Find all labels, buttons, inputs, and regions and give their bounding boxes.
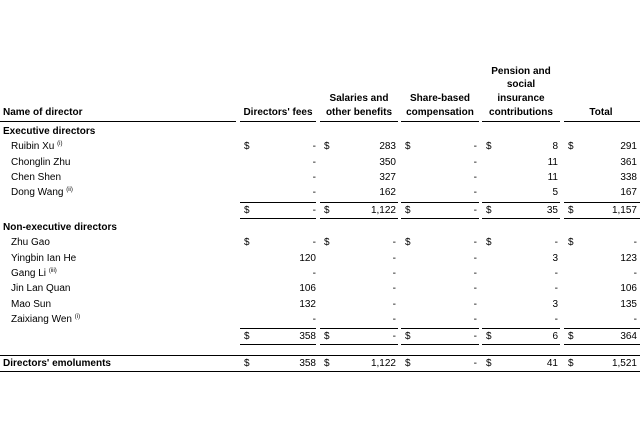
subtotal-value-currency-total: $ <box>568 331 574 342</box>
subtotal-rule-top <box>401 328 479 329</box>
footnote-marker: (ii) <box>66 187 73 193</box>
director-name: Zaixiang Wen $^{(i)}$ <box>11 314 81 325</box>
grand-total-rule-bottom <box>0 371 640 372</box>
header-share-line1: Share-based <box>409 93 471 104</box>
row-value-share: - <box>473 157 477 168</box>
row-value-fees: - <box>312 268 316 279</box>
subtotal-rule-top <box>482 328 560 329</box>
row-value-share: - <box>473 299 477 310</box>
header-rule-share <box>401 121 479 122</box>
row-value-total: 106 <box>620 283 637 294</box>
subtotal-rule-bottom <box>320 344 398 345</box>
header-pension-line1: Pension and <box>491 66 551 77</box>
header-pension-line3: insurance <box>497 93 545 104</box>
director-name: Jin Lan Quan <box>11 283 71 294</box>
row-value-salaries: 162 <box>379 187 396 198</box>
row-value-salaries: - <box>392 283 396 294</box>
header-salaries-line1: Salaries and <box>329 93 389 104</box>
row-value-share: - <box>473 172 477 183</box>
header-name: Name of director <box>3 107 83 118</box>
footnote-marker: (i) <box>74 314 81 320</box>
row-value-share: - <box>473 141 477 152</box>
grand-total-value-currency-pension: $ <box>486 358 492 369</box>
row-value-total: 123 <box>620 253 637 264</box>
director-name: Zhu Gao <box>11 237 50 248</box>
header-pension-line4: contributions <box>489 107 553 118</box>
subtotal-rule-bottom <box>240 344 316 345</box>
subtotal-value-currency-fees: $ <box>244 331 250 342</box>
row-value-salaries: - <box>392 299 396 310</box>
director-name: Chonglin Zhu <box>11 157 71 168</box>
subtotal-rule-bottom <box>401 218 479 219</box>
grand-total-value-total: 1,521 <box>611 358 637 369</box>
grand-total-value-currency-fees: $ <box>244 358 250 369</box>
director-name: Mao Sun <box>11 299 52 310</box>
row-value-fees: 120 <box>299 253 316 264</box>
footnote-marker: (iii) <box>48 268 57 274</box>
row-value-currency-salaries: $ <box>324 141 330 152</box>
subtotal-rule-top <box>401 202 479 203</box>
subtotal-rule-top <box>240 202 316 203</box>
row-value-fees: - <box>312 141 316 152</box>
subtotal-rule-top <box>240 328 316 329</box>
subtotal-rule-top <box>320 202 398 203</box>
subtotal-value-salaries: 1,122 <box>370 205 396 216</box>
header-rule-name <box>0 121 236 122</box>
row-value-fees: - <box>312 172 316 183</box>
subtotal-value-currency-pension: $ <box>486 205 492 216</box>
header-share-line2: compensation <box>406 107 474 118</box>
director-name: Gang Li $^{(iii)}$ <box>11 268 57 279</box>
row-value-currency-total: $ <box>568 237 574 248</box>
subtotal-value-currency-pension: $ <box>486 331 492 342</box>
row-value-currency-fees: $ <box>244 237 250 248</box>
row-value-pension: - <box>554 314 558 325</box>
row-value-pension: 3 <box>552 299 558 310</box>
subtotal-rule-top <box>564 328 640 329</box>
row-value-total: 361 <box>620 157 637 168</box>
grand-total-value-currency-share: $ <box>405 358 411 369</box>
header-salaries-line2: other benefits <box>325 107 393 118</box>
row-value-total: 338 <box>620 172 637 183</box>
subtotal-rule-bottom <box>482 218 560 219</box>
row-value-fees: - <box>312 314 316 325</box>
grand-total-value-currency-total: $ <box>568 358 574 369</box>
row-value-currency-salaries: $ <box>324 237 330 248</box>
grand-total-value-share: - <box>473 358 477 369</box>
subtotal-value-total: 1,157 <box>611 205 637 216</box>
row-value-pension: 8 <box>552 141 558 152</box>
subtotal-value-pension: 35 <box>546 205 558 216</box>
row-value-currency-pension: $ <box>486 237 492 248</box>
subtotal-rule-bottom <box>482 344 560 345</box>
row-value-currency-fees: $ <box>244 141 250 152</box>
header-rule-total <box>564 121 640 122</box>
subtotal-rule-top <box>482 202 560 203</box>
row-value-total: 291 <box>620 141 637 152</box>
row-value-pension: - <box>554 283 558 294</box>
row-value-salaries: 327 <box>379 172 396 183</box>
header-rule-salaries <box>320 121 398 122</box>
row-value-fees: 106 <box>299 283 316 294</box>
subtotal-value-currency-total: $ <box>568 205 574 216</box>
row-value-fees: - <box>312 187 316 198</box>
subtotal-value-fees: - <box>312 205 316 216</box>
row-value-currency-share: $ <box>405 141 411 152</box>
row-value-pension: 5 <box>552 187 558 198</box>
row-value-salaries: - <box>392 268 396 279</box>
row-value-pension: 11 <box>547 157 558 168</box>
subtotal-rule-bottom <box>564 344 640 345</box>
row-value-share: - <box>473 187 477 198</box>
row-value-pension: - <box>554 268 558 279</box>
subtotal-rule-bottom <box>320 218 398 219</box>
grand-total-value-fees: 358 <box>299 358 316 369</box>
row-value-salaries: - <box>392 253 396 264</box>
section-title: Non-executive directors <box>3 222 117 233</box>
row-value-total: - <box>633 314 637 325</box>
header-pension-line2: social <box>506 79 536 90</box>
grand-total-value-pension: 41 <box>546 358 558 369</box>
row-value-pension: 3 <box>552 253 558 264</box>
section-title: Executive directors <box>3 126 96 137</box>
row-value-total: - <box>633 237 637 248</box>
header-rule-pension <box>482 121 560 122</box>
director-name: Chen Shen <box>11 172 62 183</box>
subtotal-value-currency-salaries: $ <box>324 331 330 342</box>
row-value-salaries: 350 <box>379 157 396 168</box>
subtotal-rule-top <box>564 202 640 203</box>
director-name: Yingbin Ian He <box>11 253 77 264</box>
subtotal-rule-bottom <box>401 344 479 345</box>
subtotal-value-currency-share: $ <box>405 205 411 216</box>
subtotal-value-currency-salaries: $ <box>324 205 330 216</box>
header-total: Total <box>589 107 613 118</box>
row-value-share: - <box>473 268 477 279</box>
row-value-total: 135 <box>620 299 637 310</box>
director-name: Dong Wang $^{(ii)}$ <box>11 187 73 198</box>
subtotal-value-currency-fees: $ <box>244 205 250 216</box>
subtotal-value-total: 364 <box>620 331 637 342</box>
row-value-total: 167 <box>620 187 637 198</box>
grand-total-value-salaries: 1,122 <box>370 358 396 369</box>
row-value-salaries: - <box>392 314 396 325</box>
subtotal-value-pension: 6 <box>552 331 558 342</box>
subtotal-rule-bottom <box>564 218 640 219</box>
subtotal-value-currency-share: $ <box>405 331 411 342</box>
row-value-total: - <box>633 268 637 279</box>
footnote-marker: (i) <box>57 141 63 147</box>
row-value-fees: - <box>312 157 316 168</box>
header-fees: Directors' fees <box>243 107 313 118</box>
row-value-share: - <box>473 237 477 248</box>
row-value-share: - <box>473 314 477 325</box>
row-value-currency-pension: $ <box>486 141 492 152</box>
grand-total-rule-top <box>0 355 640 356</box>
row-value-fees: - <box>312 237 316 248</box>
header-rule-fees <box>240 121 316 122</box>
grand-total-label: Directors' emoluments <box>3 358 111 369</box>
subtotal-rule-top <box>320 328 398 329</box>
row-value-fees: 132 <box>299 299 316 310</box>
subtotal-value-share: - <box>473 205 477 216</box>
grand-total-value-currency-salaries: $ <box>324 358 330 369</box>
director-name: Ruibin Xu $^{(i)}$ <box>11 141 63 152</box>
subtotal-value-share: - <box>473 331 477 342</box>
row-value-salaries: 283 <box>379 141 396 152</box>
row-value-share: - <box>473 253 477 264</box>
row-value-share: - <box>473 283 477 294</box>
subtotal-value-fees: 358 <box>299 331 316 342</box>
row-value-salaries: - <box>392 237 396 248</box>
row-value-currency-share: $ <box>405 237 411 248</box>
subtotal-rule-bottom <box>240 218 316 219</box>
row-value-pension: - <box>554 237 558 248</box>
row-value-pension: 11 <box>547 172 558 183</box>
row-value-currency-total: $ <box>568 141 574 152</box>
subtotal-value-salaries: - <box>392 331 396 342</box>
